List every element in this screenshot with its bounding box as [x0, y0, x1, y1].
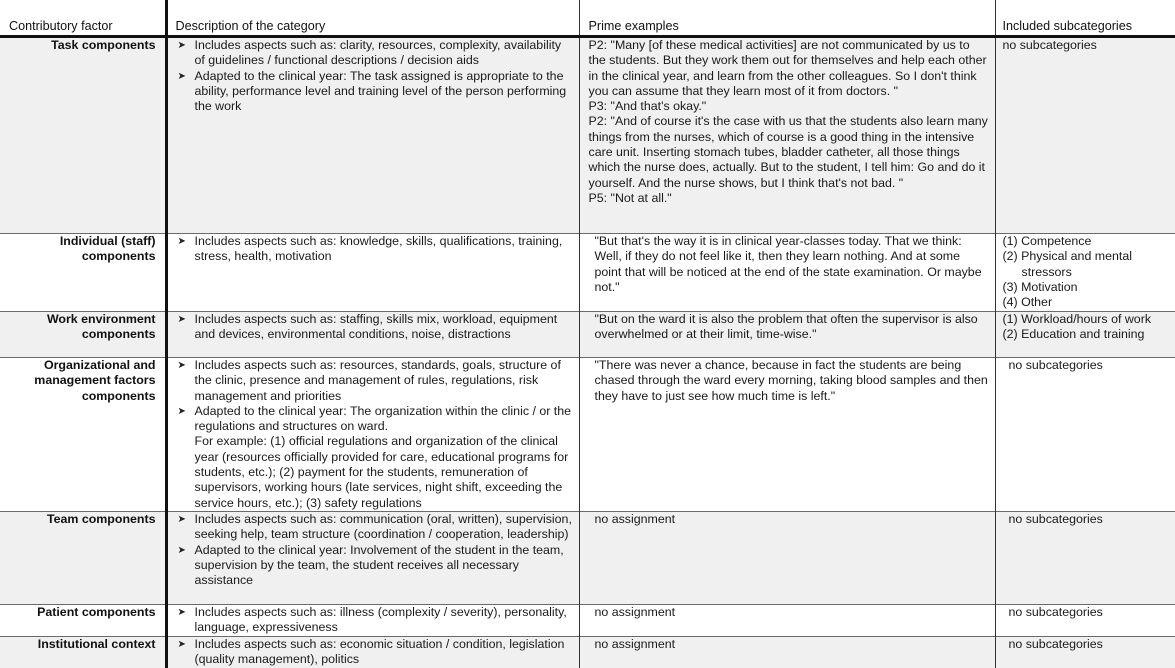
- description-bullet: ➤ Includes aspects such as: communication (oral, written), supervision, seeking help, team structure (coordination / cooperation, leadership): [176, 512, 575, 543]
- arrowhead-bullet-icon: ➤: [178, 404, 186, 419]
- description-cell: [166, 512, 579, 605]
- description-bullet: ➤ Includes aspects such as: illness (complexity / severity), personality, language, expressiveness: [176, 605, 575, 636]
- examples-cell: [579, 312, 995, 358]
- header-factor: Contributory factor: [0, 0, 166, 37]
- arrowhead-bullet-icon: ➤: [178, 512, 186, 527]
- example-quote: no assignment: [595, 512, 989, 527]
- subcategory-item: no subcategories: [1009, 637, 1175, 652]
- subcategories-cell: [995, 512, 1175, 605]
- arrowhead-bullet-icon: ➤: [178, 637, 186, 652]
- description-bullet: ➤ Includes aspects such as: knowledge, skills, qualifications, training, stress, health, motivation: [176, 234, 575, 265]
- table-row-work-environment-components: [0, 312, 1175, 358]
- table-row-task-components: [0, 37, 1175, 234]
- factor-cell: Team components: [0, 512, 166, 605]
- arrowhead-bullet-icon: ➤: [178, 358, 186, 373]
- description-example-text: For example: (1) official regulations and organization of the clinical year (resources officially provided for care, educational programs for students, etc.); (2) payment for the students, remuneration of supervisors, working hours (late services, night shift, exceeding the service hours, etc.); (3) safety regulations: [195, 434, 575, 510]
- examples-cell: [579, 234, 995, 312]
- header-row: [0, 0, 1175, 37]
- arrowhead-bullet-icon: ➤: [178, 605, 186, 620]
- subcategory-item: no subcategories: [1009, 358, 1175, 373]
- factor-cell: Patient components: [0, 605, 166, 637]
- examples-cell: [579, 512, 995, 605]
- description-bullet: ➤ Includes aspects such as: clarity, resources, complexity, availability of guidelines / functional descriptions / decision aids: [176, 38, 575, 69]
- example-quote: "There was never a chance, because in fact the students are being chased through the ward every morning, taking blood samples and then they have to just see how much time is left.": [595, 358, 989, 404]
- description-cell: [166, 605, 579, 637]
- example-quote: P3: "And that's okay.": [589, 99, 989, 114]
- example-quote: P2: "And of course it's the case with us that the students also learn many things from the nurses, which of course is a good thing in the intensive care unit. Inserting stomach tubes, bladder catheter, all those things which the nurse does, actually. But to the student, I tell him: Go and do it yourself. And the nurse shows, but I think that's not bad. ": [589, 114, 989, 190]
- subcategory-item: (1) Competence: [1003, 234, 1175, 249]
- description-cell: [166, 37, 579, 234]
- factor-cell: Work environment components: [0, 312, 166, 358]
- subcategories-cell: [995, 37, 1175, 234]
- arrowhead-bullet-icon: ➤: [178, 312, 186, 327]
- description-bullet: ➤ Adapted to the clinical year: Involvement of the student in the team, supervision by the team, the student receives all necessary assistance: [176, 543, 575, 589]
- subcategory-item: (2) Physical and mental: [1003, 249, 1175, 264]
- header-subcategories: Included subcategories: [995, 0, 1175, 37]
- example-quote: P2: "Many [of these medical activities] are not communicated by us to the students. But they work them out for themselves and help each other in the clinical year, and learn from the other colleagues. So I don't think you can assume that they learn most of it from doctors. ": [589, 38, 989, 99]
- example-quote: no assignment: [595, 605, 989, 620]
- arrowhead-bullet-icon: ➤: [178, 234, 186, 249]
- description-bullet: ➤ Adapted to the clinical year: The organization within the clinic / or the regulations and structures on ward. For example: (1) official regulations and organization of the clinical year (resources officially provided for care, educational programs for students, etc.); (2) payment for the students, remuneration of supervisors, working hours (late services, night shift, exceeding the service hours, etc.); (3) safety regulations: [176, 404, 575, 511]
- description-bullet: ➤ Includes aspects such as: resources, standards, goals, structure of the clinic, presence and management of rules, regulations, risk management and priorities: [176, 358, 575, 404]
- subcategory-item: no subcategories: [1003, 38, 1175, 53]
- example-quote: no assignment: [595, 637, 989, 652]
- factor-cell: Individual (staff) components: [0, 234, 166, 312]
- description-cell: [166, 234, 579, 312]
- table-row-organizational-components: [0, 358, 1175, 512]
- subcategories-cell: [995, 636, 1175, 668]
- subcategories-cell: [995, 234, 1175, 312]
- subcategory-item: (4) Other: [1003, 295, 1175, 310]
- subcategory-item: (1) Workload/hours of work: [1003, 312, 1175, 327]
- example-quote: P5: "Not at all.": [589, 191, 989, 206]
- factor-cell: Organizational and management factors components: [0, 358, 166, 512]
- subcategories-cell: [995, 312, 1175, 358]
- subcategory-item: no subcategories: [1009, 605, 1175, 620]
- example-quote: "But on the ward it is also the problem that often the supervisor is also overwhelmed or at their limit, time-wise.": [595, 312, 989, 343]
- arrowhead-bullet-icon: ➤: [178, 69, 186, 84]
- description-cell: [166, 312, 579, 358]
- description-cell: [166, 358, 579, 512]
- description-bullet: ➤ Adapted to the clinical year: The task assigned is appropriate to the ability, performance level and training level of the person performing the work: [176, 69, 575, 115]
- subcategory-item: (3) Motivation: [1003, 280, 1175, 295]
- description-cell: [166, 636, 579, 668]
- description-bullet: ➤ Includes aspects such as: economic situation / condition, legislation (quality management), politics: [176, 637, 575, 668]
- arrowhead-bullet-icon: ➤: [178, 38, 186, 53]
- header-description: Description of the category: [166, 0, 579, 37]
- table-row-team-components: [0, 512, 1175, 605]
- factor-cell: Institutional context: [0, 636, 166, 668]
- subcategories-cell: [995, 605, 1175, 637]
- subcategory-item: (2) Education and training: [1003, 327, 1175, 342]
- arrowhead-bullet-icon: ➤: [178, 543, 186, 558]
- subcategories-cell: [995, 358, 1175, 512]
- table-row-institutional-context: [0, 636, 1175, 668]
- table-row-patient-components: [0, 605, 1175, 637]
- factor-cell: Task components: [0, 37, 166, 234]
- examples-cell: [579, 37, 995, 234]
- examples-cell: [579, 636, 995, 668]
- description-bullet: ➤ Includes aspects such as: staffing, skills mix, workload, equipment and devices, environmental conditions, noise, distractions: [176, 312, 575, 343]
- example-quote: "But that's the way it is in clinical year-classes today. That we think: Well, if they do not feel like it, then they learn nothing. And at some point that will be noticed at the end of the state examination. Or maybe not.": [595, 234, 989, 295]
- examples-cell: [579, 605, 995, 637]
- subcategory-item: no subcategories: [1009, 512, 1175, 527]
- examples-cell: [579, 358, 995, 512]
- header-examples: Prime examples: [579, 0, 995, 37]
- table-row-individual-components: [0, 234, 1175, 312]
- subcategory-item-continuation: stressors: [1003, 265, 1175, 280]
